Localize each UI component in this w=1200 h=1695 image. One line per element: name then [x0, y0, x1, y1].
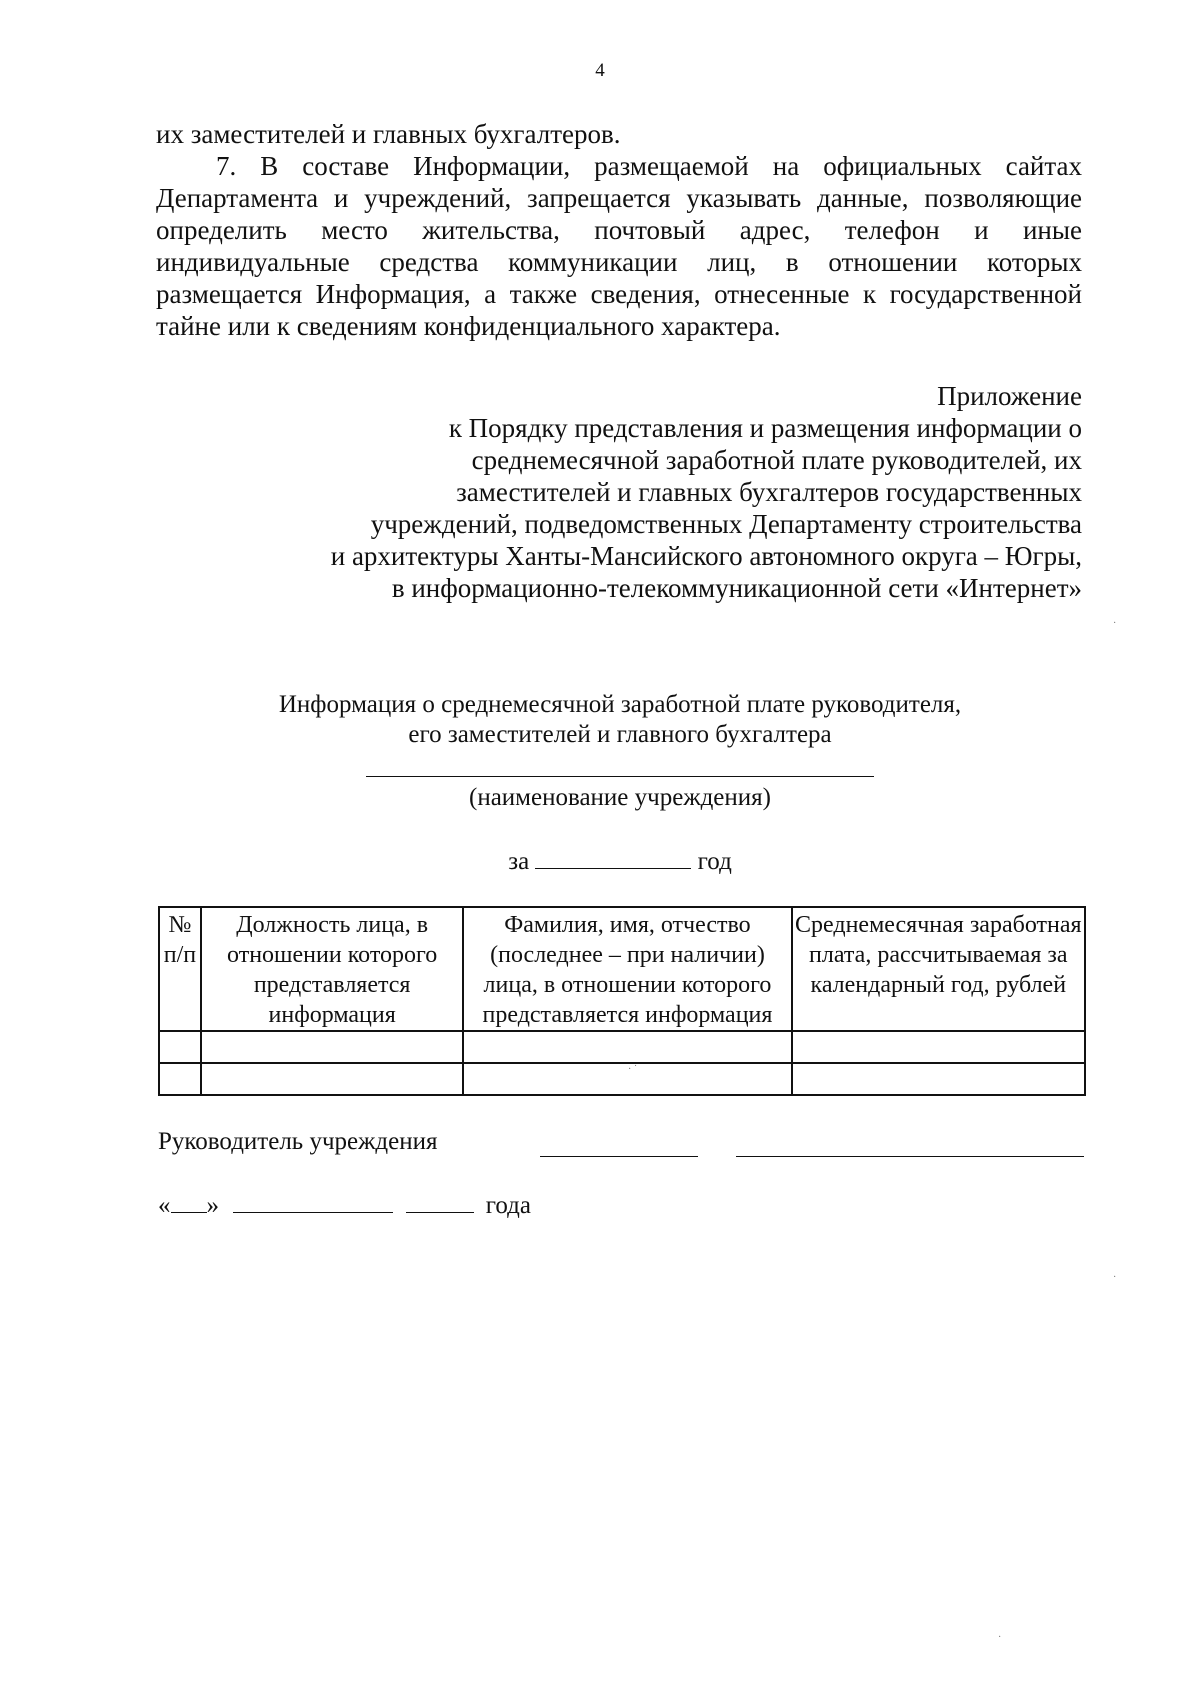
date-row [158, 1190, 531, 1220]
table-cell[interactable] [159, 1063, 201, 1095]
appendix-line: в информационно-телекоммуникационной сети «Интернет» [391, 573, 1082, 603]
header-average-salary: Среднемесячная заработная плата, рассчитываемая за календарный год, рублей [792, 907, 1085, 1031]
table-cell[interactable] [463, 1031, 791, 1063]
appendix-heading: Приложение [937, 381, 1082, 411]
date-open-quote: « [158, 1192, 171, 1219]
table-cell[interactable] [792, 1063, 1085, 1095]
signature-name-blank[interactable] [736, 1156, 1084, 1157]
table-row [159, 1031, 1085, 1063]
month-blank[interactable] [233, 1190, 393, 1213]
form-title [0, 690, 1200, 750]
year-prefix: за [508, 848, 530, 875]
institution-name-caption: (наименование учреждения) [469, 784, 771, 811]
scan-speck: · [998, 1632, 1002, 1643]
date-suffix: года [485, 1192, 531, 1219]
header-number: № п/п [159, 907, 201, 1031]
paragraph-continuation: их заместителей и главных бухгалтеров. [156, 119, 621, 149]
page-number: 4 [595, 60, 605, 81]
scan-speck: · ˙ [628, 1064, 638, 1075]
salary-table [158, 906, 1086, 1096]
appendix-line: среднемесячной заработной плате руководителей, их [471, 445, 1082, 475]
institution-name-blank[interactable] [366, 776, 874, 777]
signature-label: Руководитель учреждения [158, 1128, 438, 1155]
appendix-line: к Порядку представления и размещения информации о [448, 413, 1082, 443]
table-header-row [159, 907, 1085, 1031]
date-close-quote: » [206, 1192, 219, 1219]
table-cell[interactable] [792, 1031, 1085, 1063]
form-title-line-1: Информация о среднемесячной заработной плате руководителя, [278, 691, 962, 718]
year-short-blank[interactable] [406, 1190, 474, 1213]
appendix-line: заместителей и главных бухгалтеров государственных [456, 477, 1082, 507]
appendix-line: и архитектуры Ханты-Мансийского автономного округа – Югры, [330, 541, 1082, 571]
table-cell[interactable] [201, 1063, 463, 1095]
signature-blank[interactable] [540, 1156, 698, 1157]
scan-speck: · [1113, 1272, 1117, 1283]
paragraph-item-7: 7. В составе Информации, размещаемой на официальных сайтах Департамента и учреждений, запрещается указывать данные, позволяющие определить место жительства, почтовый адрес, телефон и иные индивидуальные средства коммуникации лиц, в отношении которых размещается Информация, а также сведения, отнесенные к государственной тайне или к сведениям конфиденциального характера. [156, 151, 1082, 341]
table-cell[interactable] [201, 1031, 463, 1063]
appendix-line: учреждений, подведомственных Департаменту строительства [370, 509, 1082, 539]
appendix-block [182, 380, 1082, 604]
header-full-name: Фамилия, имя, отчество (последнее – при наличии) лица, в отношении которого представляется информация [463, 907, 791, 1031]
form-title-line-2: его заместителей и главного бухгалтера [408, 721, 832, 748]
header-position: Должность лица, в отношении которого представляется информация [201, 907, 463, 1031]
table-row [159, 1063, 1085, 1095]
year-suffix: год [697, 848, 732, 875]
scan-speck: · [1113, 618, 1117, 629]
table-cell[interactable] [159, 1031, 201, 1063]
year-blank[interactable] [535, 846, 691, 869]
day-blank[interactable] [171, 1190, 207, 1213]
year-row [0, 846, 1200, 876]
